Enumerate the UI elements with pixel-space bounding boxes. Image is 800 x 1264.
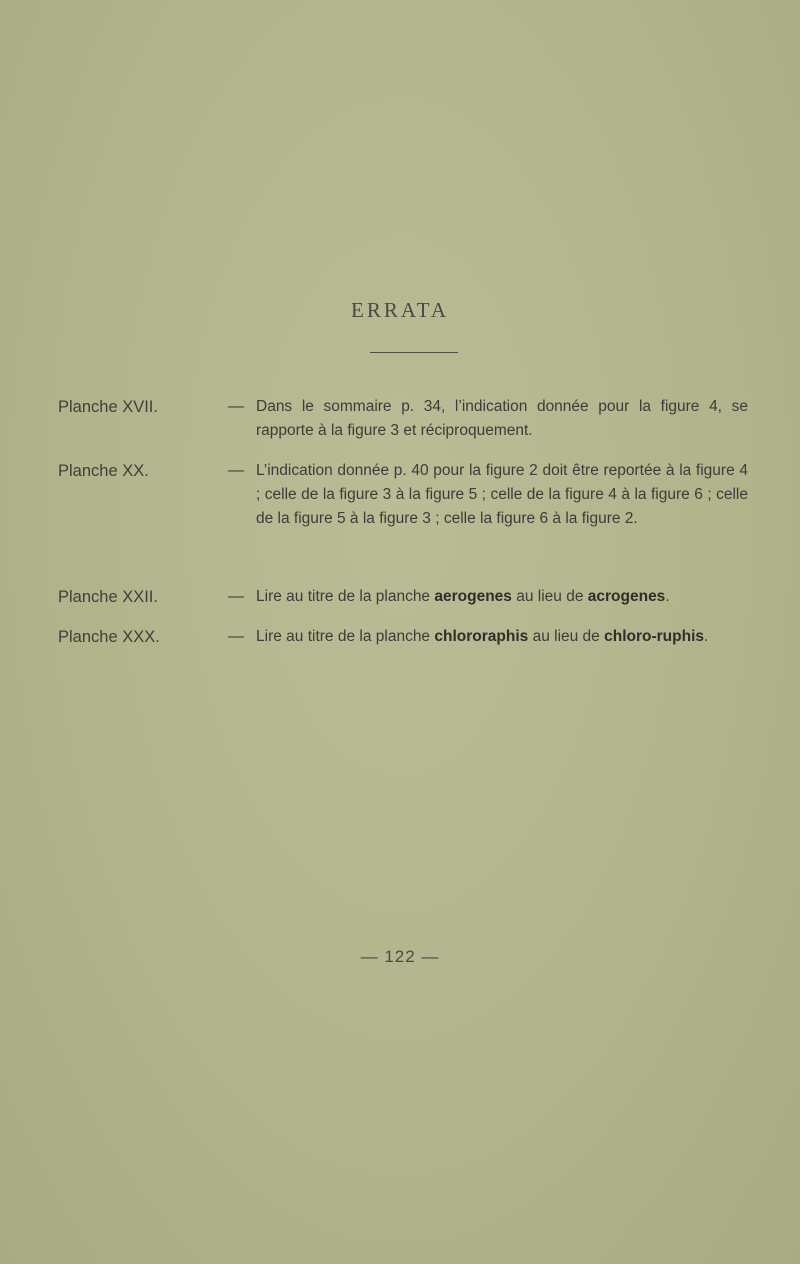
entry-bold-wrong: acrogenes [587,588,666,605]
entry-text-part: . [704,628,709,645]
entry-text-part: Lire au titre de la planche [256,588,435,605]
page-title: ERRATA [351,298,449,322]
entry-label: Planche XXII. [58,588,158,606]
title-underline [370,352,458,353]
entry-text: Dans le sommaire p. 34, l’indication donnée pour la figure 4, se rapporte à la figure 3 et réciproquement. [256,398,748,439]
page-number: — 122 — [360,947,440,966]
entry-bold-correct: aerogenes [434,588,512,605]
errata-entry-xxx [58,625,748,649]
errata-entry-xxii [58,585,748,609]
entry-text-part: au lieu de [511,588,588,605]
errata-entry-xvii [58,395,748,443]
errata-entry-xx [58,459,748,531]
entry-label: Planche XXX. [58,628,160,646]
entry-text-part: au lieu de [528,628,605,645]
entry-text [256,625,748,649]
entry-text [256,585,748,609]
entry-dash: — [228,588,244,605]
entry-label: Planche XVII. [58,398,158,416]
entry-dash: — [228,628,244,645]
entry-text: L’indication donnée p. 40 pour la figure 2 doit être reportée à la figure 4 ; celle de la figure 3 à la figure 5 ; celle de la figure 4 à la figure 6 ; celle de la figure 5 à la figure 3 ; celle la figure 6 à la figure 2. [256,462,748,527]
entry-text-part: Lire au titre de la planche [256,628,435,645]
entry-text-part: . [665,588,670,605]
entry-bold-wrong: chloro-ruphis [604,628,704,645]
entry-dash: — [228,462,244,479]
entry-dash: — [228,398,244,415]
entry-bold-correct: chlororaphis [434,628,529,645]
entry-label: Planche XX. [58,462,149,480]
